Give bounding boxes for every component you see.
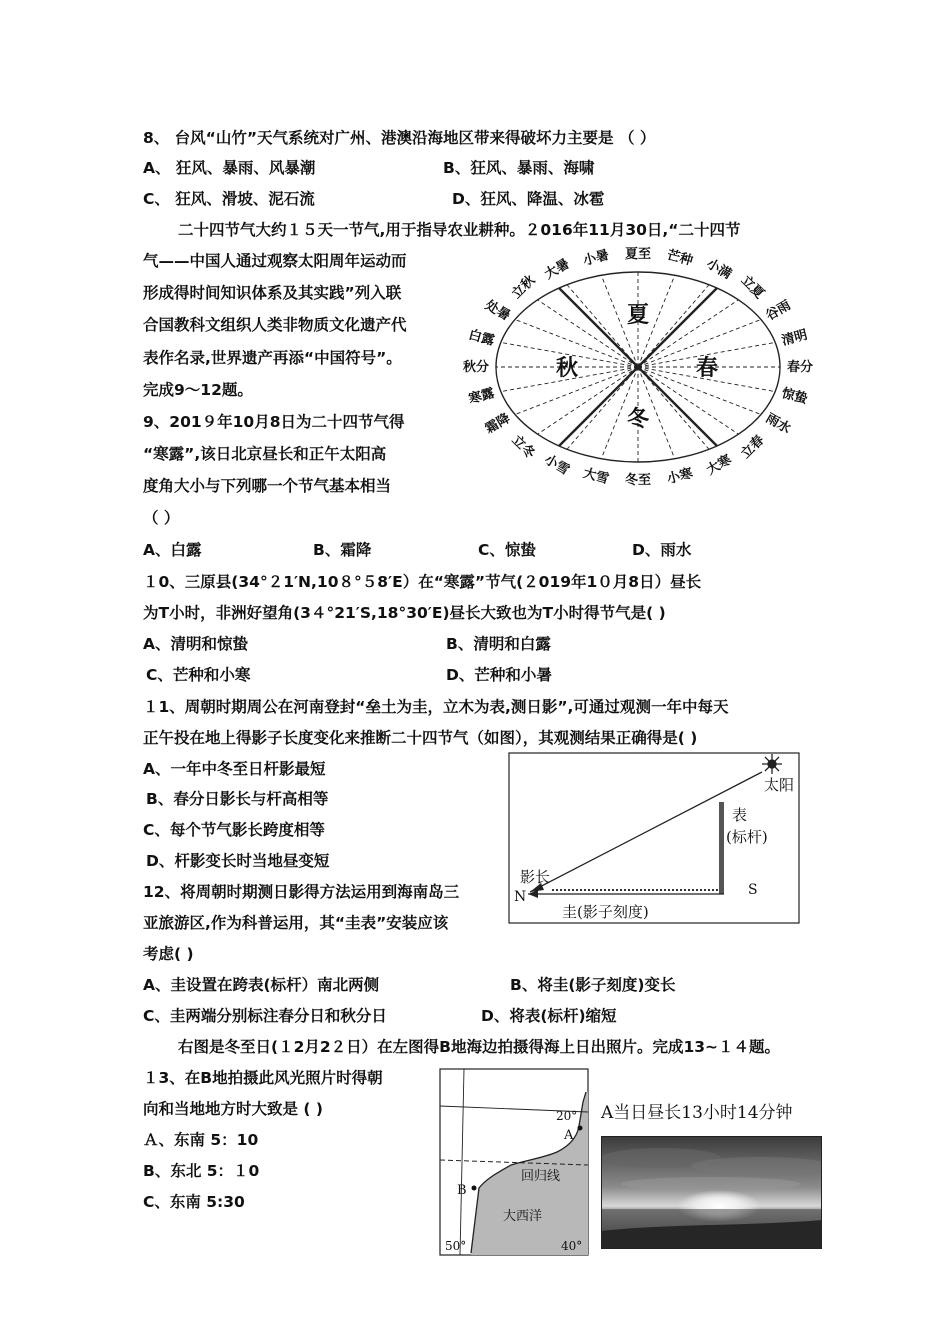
- q11-option-b: B、春分日影长与杆高相等: [146, 790, 329, 808]
- term-label-right: 春分: [786, 360, 814, 375]
- q9-option-b: B、霜降: [313, 541, 372, 559]
- term-label-bottom: 大雪: [581, 465, 611, 488]
- q12-line-3: 考虑( ): [143, 945, 194, 963]
- q10-option-a: A、清明和惊蛰: [143, 635, 248, 653]
- q13-line-2: 向和当地地方时大致是 ( ): [143, 1100, 323, 1118]
- term-spoke: [538, 367, 638, 434]
- q12-line-2: 亚旅游区,作为科普运用，其“圭表”安装应该: [143, 914, 449, 932]
- intro-line-3: 形成得时间知识体系及其实践”列入联: [143, 284, 402, 302]
- q9-line-1: 9、201９年10月8日为二十四节气得: [143, 413, 405, 431]
- season-summer: 夏: [626, 303, 650, 328]
- intro-line-6: 完成9～12题。: [143, 381, 253, 399]
- q9-line-2: “寒露”,该日北京昼长和正午太阳高: [143, 445, 387, 463]
- q13-option-c: C、东南 5:30: [143, 1193, 245, 1211]
- intro-line-1: 二十四节气大约１５天一节气,用于指导农业耕种。２016年11月30日,“二十四节: [178, 221, 741, 239]
- q8-option-a: A、 狂风、暴雨、风暴潮: [143, 159, 316, 177]
- term-label-bottom: 小寒: [665, 465, 695, 488]
- term-label-top: 小满: [703, 256, 734, 283]
- q10-option-c: C、芒种和小寒: [146, 666, 251, 684]
- term-label-left: 秋分: [462, 360, 490, 375]
- map-lon-50: 50°: [445, 1239, 467, 1253]
- q8-option-b: B、狂风、暴雨、海啸: [443, 159, 595, 177]
- q8-option-c: C、 狂风、滑坡、泥石流: [143, 190, 315, 208]
- term-label-top: 立秋: [509, 272, 539, 302]
- sun-icon: [762, 754, 782, 774]
- q11-line-2: 正午投在地上得影子长度变化来推断二十四节气（如图），其观测结果正确得是( ): [143, 729, 698, 747]
- term-label-left: 霜降: [482, 410, 513, 437]
- term-label-bottom: 大寒: [704, 452, 735, 479]
- q8-stem: 8、 台风“山竹”天气系统对广州、港澳沿海地区带来得破坏力主要是 （ ）: [143, 129, 656, 147]
- term-spoke: [638, 300, 738, 367]
- q10-line-2: 为T小时，非洲好望角(3４°21′S,18°30′E)昼长大致也为T小时得节气是( ): [143, 604, 666, 622]
- intro2: 右图是冬至日(１2月2２日）在左图得B地海边拍摄得海上日出照片。完成13~１４题。: [178, 1038, 781, 1056]
- gnomon-sun-label: 太阳: [764, 776, 795, 794]
- season-winter: 冬: [626, 407, 650, 432]
- q13-option-a: Ａ、东南 5：10: [143, 1131, 259, 1149]
- q8-option-d: D、狂风、降温、冰雹: [452, 190, 605, 208]
- term-spoke: [538, 300, 638, 367]
- q9-option-c: C、惊蛰: [478, 541, 536, 559]
- q10-line-1: １0、三原县(34°２1′N,10８°５8′E）在“寒露”节气(２019年1０月8日）昼长: [143, 573, 702, 591]
- gnomon-shadow-label: 影长: [520, 868, 551, 886]
- q9-option-d: D、雨水: [632, 541, 692, 559]
- q12-option-b: B、将圭(影子刻度)变长: [510, 976, 676, 994]
- intro-line-4: 合国教科文组织人类非物质文化遗产代: [143, 316, 407, 334]
- q9-line-3: 度角大小与下列哪一个节气基本相当: [143, 477, 392, 495]
- map-lat-20: 20°: [556, 1109, 578, 1123]
- gnomon-north: N: [514, 889, 527, 905]
- solar-terms-diagram: [455, 240, 815, 490]
- term-label-right: 谷雨: [763, 297, 794, 324]
- q13-line-1: １3、在B地拍摄此风光照片时得朝: [143, 1069, 383, 1087]
- gnomon-pole-label: 表: [732, 806, 748, 824]
- q9-line-4: （ ）: [143, 509, 180, 527]
- term-label-top: 夏至: [624, 247, 652, 262]
- term-label-left: 处暑: [482, 297, 513, 324]
- q13-option-b: B、东北 5：１0: [143, 1162, 260, 1180]
- term-label-top: 立夏: [737, 272, 767, 302]
- q10-option-b: B、清明和白露: [446, 635, 551, 653]
- term-label-right: 雨水: [763, 410, 794, 437]
- gnomon-south: S: [748, 882, 758, 898]
- term-label-bottom: 立冬: [508, 432, 538, 462]
- gnomon-scale-label: 圭(影子刻度): [562, 903, 649, 921]
- q12-option-c: C、圭两端分别标注春分日和秋分日: [143, 1007, 387, 1025]
- term-label-left: 寒露: [467, 386, 497, 408]
- intro-line-5: 表作名录,世界遗产再添“中国符号”。: [143, 349, 402, 367]
- term-label-top: 大暑: [542, 256, 573, 283]
- season-spring: 春: [695, 356, 719, 381]
- term-label-left: 白露: [466, 327, 496, 349]
- term-label-top: 芒种: [665, 247, 695, 269]
- term-label-right: 惊蛰: [779, 386, 809, 408]
- q11-option-d: D、杆影变长时当地昼变短: [146, 852, 330, 870]
- term-label-bottom: 冬至: [624, 473, 652, 488]
- q12-option-d: D、将表(标杆)缩短: [481, 1007, 617, 1025]
- q11-line-1: １1、周朝时期周公在河南登封“垒土为圭，立木为表,测日影”,可通过观测一年中每天: [143, 698, 729, 716]
- map-lon-40: 40°: [561, 1239, 583, 1253]
- term-label-top: 小暑: [581, 247, 611, 269]
- map-point-b: B: [457, 1183, 467, 1198]
- q9-option-a: A、白露: [143, 541, 202, 559]
- photo-caption: A当日昼长13小时14分钟: [601, 1103, 793, 1123]
- gnomon-diagram: [508, 752, 800, 924]
- map-tropic-label: 回归线: [521, 1169, 561, 1184]
- gnomon-pole-note: (标杆): [726, 828, 768, 846]
- term-spoke: [638, 367, 738, 434]
- q10-option-d: D、芒种和小暑: [446, 666, 552, 684]
- term-label-bottom: 立春: [738, 432, 768, 462]
- map-ocean-label: 大西洋: [503, 1209, 543, 1224]
- coast-map: [439, 1068, 589, 1258]
- term-label-bottom: 小雪: [541, 452, 572, 479]
- q11-option-a: A、一年中冬至日杆影最短: [143, 760, 326, 778]
- term-label-right: 清明: [780, 327, 810, 349]
- intro-line-2: 气——中国人通过观察太阳周年运动而: [143, 252, 407, 270]
- q12-option-a: A、圭设置在跨表(标杆）南北两侧: [143, 976, 380, 994]
- q11-option-c: C、每个节气影长跨度相等: [143, 821, 325, 839]
- season-autumn: 秋: [555, 356, 579, 381]
- sunrise-photo: [601, 1136, 822, 1249]
- q12-line-1: 12、将周朝时期测日影得方法运用到海南岛三: [143, 883, 460, 901]
- map-point-a: A: [564, 1128, 574, 1143]
